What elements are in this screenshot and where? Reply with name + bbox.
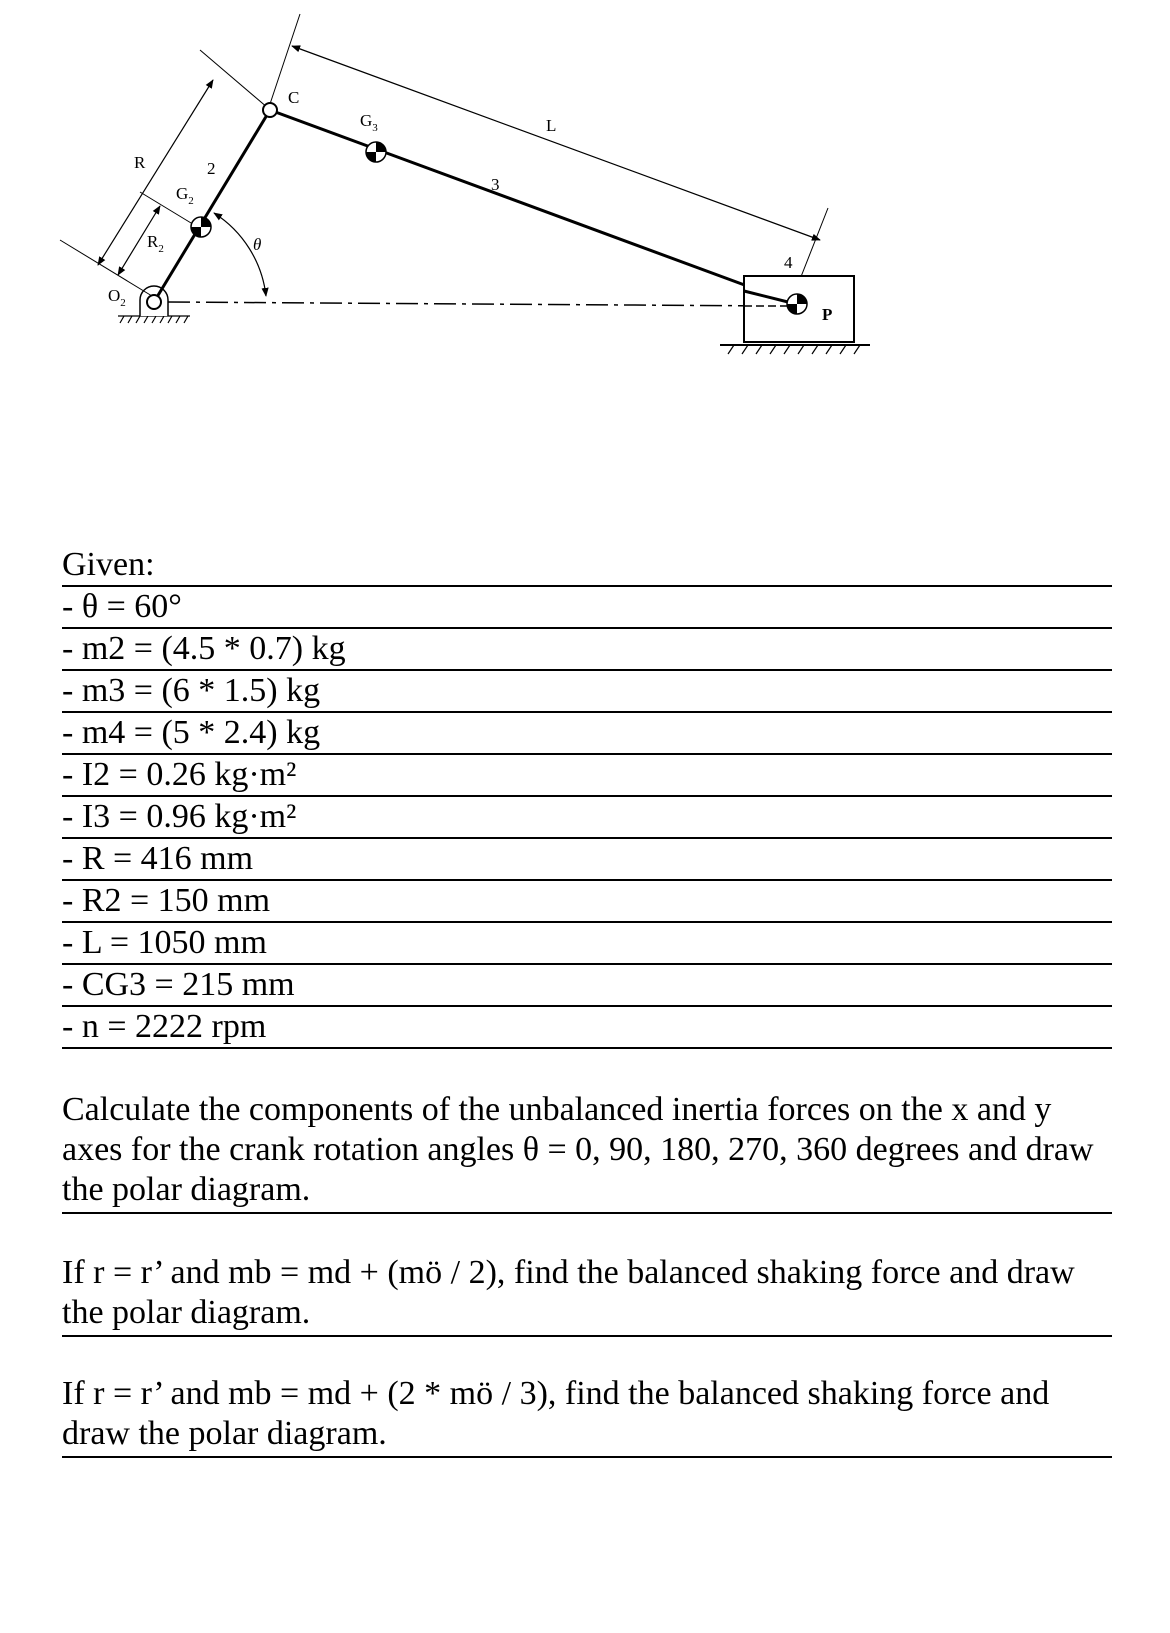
label-g3: $G_3$ [360, 111, 378, 134]
task-balanced-half: If r = r’ and mb = md + (mö / 2), find the balanced shaking force and draw the polar diagram. [62, 1253, 1112, 1337]
label-link-3: 3 [491, 175, 500, 194]
task-balanced-two-thirds: If r = r’ and mb = md + (2 * mö / 3), find the balanced shaking force and draw the polar diagram. [62, 1374, 1112, 1458]
ground-hatch-o2 [118, 316, 190, 323]
label-r2: $R_2$ [147, 232, 164, 255]
label-g2: $G_2$ [176, 184, 194, 207]
crank-link-2 [154, 110, 270, 302]
given-item-r: - R = 416 mm [62, 837, 1112, 879]
extension-lines [60, 14, 828, 296]
given-item-m4: - m4 = (5 * 2.4) kg [62, 711, 1112, 753]
given-end-rule [62, 1047, 1112, 1049]
theta-angle-arc [214, 213, 266, 296]
cg-marker-p [787, 294, 807, 314]
given-section [62, 545, 1112, 1049]
slider-crank-diagram [0, 0, 1170, 520]
slider-centerline [168, 302, 780, 306]
given-item-m2: - m2 = (4.5 * 0.7) kg [62, 627, 1112, 669]
label-r: R [134, 153, 146, 172]
given-item-m3: - m3 = (6 * 1.5) kg [62, 669, 1112, 711]
given-item-n: - n = 2222 rpm [62, 1005, 1112, 1047]
label-l: L [546, 116, 557, 135]
cg-marker-g2 [191, 217, 211, 237]
given-title: Given: [62, 546, 155, 583]
label-c: C [288, 88, 300, 107]
connecting-rod-3 [270, 110, 796, 304]
given-item-theta: - θ = 60° [62, 585, 1112, 627]
task-unbalanced-forces: Calculate the components of the unbalanced inertia forces on the x and y axes for the crank rotation angles θ = 0, 90, 180, 270, 360 degrees and draw the polar diagram. [62, 1090, 1112, 1214]
label-theta: θ [253, 235, 262, 254]
cg-marker-g3 [366, 142, 386, 162]
ground-hatch-slider [720, 345, 870, 354]
label-p: P [822, 305, 833, 324]
given-item-i2: - I2 = 0.26 kg·m² [62, 753, 1112, 795]
label-link-2: 2 [207, 159, 216, 178]
label-link-4: 4 [784, 253, 793, 272]
label-o2: $O_2$ [108, 286, 126, 309]
pivot-joint-o2 [147, 295, 161, 309]
given-item-l: - L = 1050 mm [62, 921, 1112, 963]
given-item-cg3: - CG3 = 215 mm [62, 963, 1112, 1005]
pin-joint-c [263, 103, 277, 117]
given-item-r2: - R2 = 150 mm [62, 879, 1112, 921]
given-item-i3: - I3 = 0.96 kg·m² [62, 795, 1112, 837]
